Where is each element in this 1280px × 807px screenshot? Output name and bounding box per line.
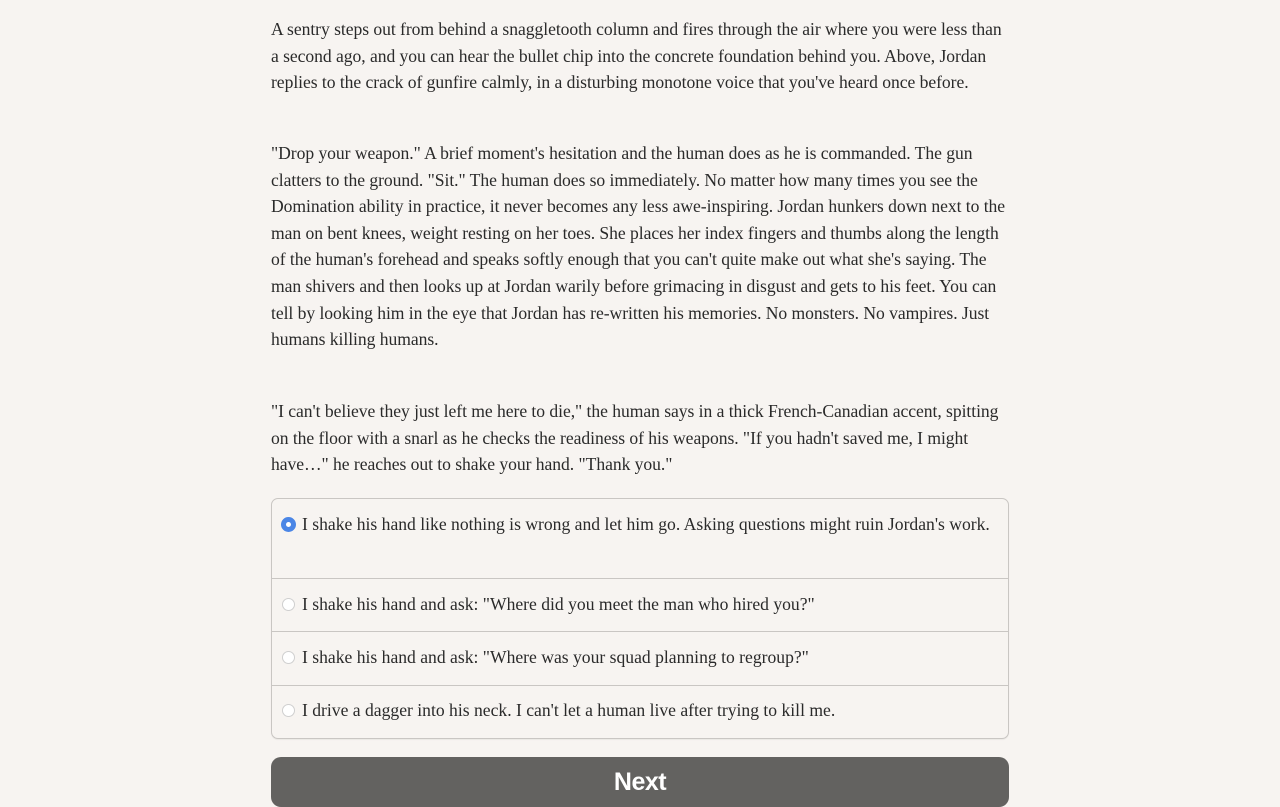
choice-option-4[interactable] [272, 685, 1008, 738]
next-button[interactable]: Next [271, 757, 1009, 807]
choice-option-3[interactable] [272, 631, 1008, 685]
story-paragraph: "I can't believe they just left me here to die," the human says in a thick French-Canadian accent, spitting on the floor with a snarl as he checks the readiness of his weapons. "If you hadn't saved me, I might have…" he reaches out to shake your hand. "Thank you." [271, 401, 999, 475]
radio-unselected-icon[interactable] [282, 651, 295, 664]
choice-option-2[interactable] [272, 578, 1008, 631]
radio-selected-icon[interactable] [281, 517, 296, 532]
story-paragraph: A sentry steps out from behind a snaggletooth column and fires through the air where you were less than a second ago, and you can hear the bullet chip into the concrete foundation behind you. Above, Jordan replies to the crack of gunfire calmly, in a disturbing monotone voice that you've heard once before. [271, 19, 1002, 93]
story-paragraph: "Drop your weapon." A brief moment's hesitation and the human does as he is commanded. The gun clatters to the ground. "Sit." The human does so immediately. No matter how many times you see the Domination ability in practice, it never becomes any less awe-inspiring. Jordan hunkers down next to the man on bent knees, weight resting on her toes. She places her index fingers and thumbs along the length of the human's forehead and speaks softly enough that you can't quite make out what she's saying. The man shivers and then looks up at Jordan warily before grimacing in disgust and gets to his feet. You can tell by looking him in the eye that Jordan has re-written his memories. No monsters. No vampires. Just humans killing humans. [271, 143, 1006, 350]
radio-unselected-icon[interactable] [282, 704, 295, 717]
choice-label: I shake his hand and ask: "Where was your squad planning to regroup?" [302, 647, 809, 667]
radio-unselected-icon[interactable] [282, 598, 295, 611]
choice-list [271, 498, 1009, 739]
choice-label: I drive a dagger into his neck. I can't let a human live after trying to kill me. [302, 700, 836, 720]
choice-label: I shake his hand and ask: "Where did you meet the man who hired you?" [302, 594, 815, 614]
choice-option-1[interactable] [272, 499, 1008, 578]
choice-label: I shake his hand like nothing is wrong and let him go. Asking questions might ruin Jordan's work. [302, 514, 990, 534]
